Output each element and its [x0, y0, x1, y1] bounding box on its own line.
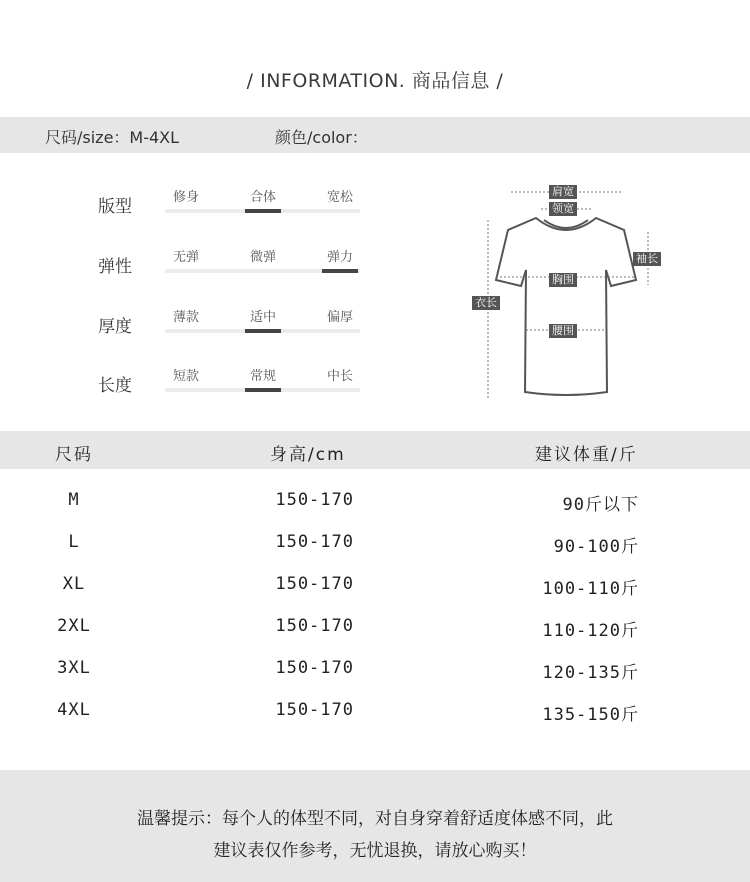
- label-waist: 腰围: [549, 324, 577, 338]
- weight-cell: 135-150斤: [542, 705, 639, 725]
- color-label: 颜色/color：: [275, 128, 368, 147]
- weight-cell: 120-135斤: [542, 663, 639, 683]
- label-length: 衣长: [472, 296, 500, 310]
- label-sleeve: 袖长: [633, 252, 661, 266]
- label-chest: 胸围: [549, 273, 577, 287]
- attribute-option: 弹力: [326, 250, 353, 265]
- attribute-label: 长度: [98, 376, 132, 396]
- notice-line-2: 建议表仅作参考，无忧退换，请放心购买！: [213, 841, 537, 861]
- height-cell: 150-170: [275, 658, 354, 678]
- height-cell: 150-170: [275, 574, 354, 594]
- header-height: 身高/cm: [270, 445, 346, 465]
- weight-cell: 90-100斤: [553, 537, 639, 557]
- attribute-option: 修身: [172, 190, 199, 205]
- attribute-option: 微弹: [249, 250, 276, 265]
- size-cell: M: [68, 490, 80, 510]
- attribute-option: 薄款: [172, 310, 199, 325]
- size-cell: 2XL: [57, 616, 91, 636]
- attribute-label: 厚度: [98, 317, 132, 337]
- attribute-option: 适中: [249, 310, 276, 325]
- size-table-header: [0, 431, 750, 469]
- size-cell: 4XL: [57, 700, 91, 720]
- attribute-selected-marker: [245, 329, 281, 333]
- attribute-option: 中长: [326, 369, 353, 384]
- attribute-option: 偏厚: [326, 310, 353, 325]
- notice-line-1: 温馨提示：每个人的体型不同，对自身穿着舒适度体感不同，此: [137, 809, 613, 829]
- header-weight: 建议体重/斤: [535, 445, 638, 465]
- notice-box: [0, 770, 750, 882]
- attribute-label: 弹性: [98, 257, 132, 277]
- header-size: 尺码: [55, 445, 93, 465]
- height-cell: 150-170: [275, 532, 354, 552]
- size-range: 尺码/size：M-4XL: [45, 128, 180, 147]
- attribute-option: 无弹: [172, 250, 199, 265]
- tshirt-size-diagram: [466, 180, 666, 410]
- page-title: / INFORMATION. 商品信息 /: [246, 70, 504, 92]
- attribute-selected-marker: [245, 388, 281, 392]
- weight-cell: 110-120斤: [542, 621, 639, 641]
- weight-cell: 90斤以下: [562, 495, 639, 515]
- height-cell: 150-170: [275, 700, 354, 720]
- label-shoulder: 肩宽: [549, 185, 577, 199]
- size-cell: 3XL: [57, 658, 91, 678]
- height-cell: 150-170: [275, 490, 354, 510]
- info-band: [0, 117, 750, 153]
- attribute-option: 短款: [172, 369, 199, 384]
- size-cell: XL: [62, 574, 86, 594]
- attribute-option: 合体: [249, 190, 276, 205]
- height-cell: 150-170: [275, 616, 354, 636]
- attribute-label: 版型: [98, 197, 132, 217]
- attribute-selected-marker: [322, 269, 358, 273]
- size-cell: L: [68, 532, 80, 552]
- attribute-selected-marker: [245, 209, 281, 213]
- label-neck: 领宽: [549, 202, 577, 216]
- weight-cell: 100-110斤: [542, 579, 639, 599]
- attribute-option: 常规: [249, 369, 276, 384]
- attribute-option: 宽松: [326, 190, 353, 205]
